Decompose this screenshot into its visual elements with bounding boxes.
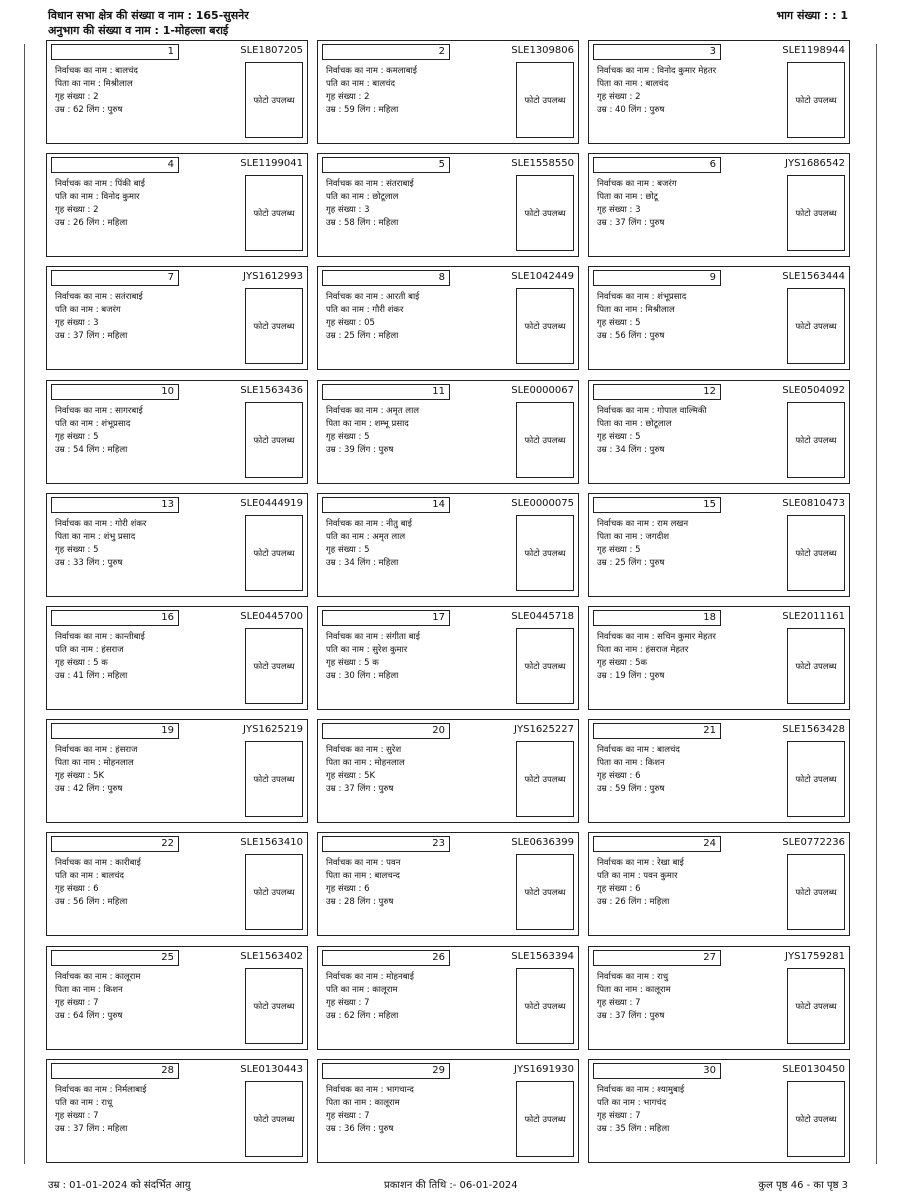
house-number: गृह संख्या : 3 <box>55 318 99 328</box>
voter-details <box>597 631 783 683</box>
voter-card <box>46 1059 308 1163</box>
voter-details <box>55 65 241 117</box>
serial-number: 2 <box>322 44 450 60</box>
voter-card <box>588 1059 850 1163</box>
age-gender: उम्र : 62 लिंग : पुरुष <box>55 105 123 115</box>
house-number: गृह संख्या : 5 <box>55 545 99 555</box>
voter-card <box>317 946 579 1050</box>
elector-name: निर्वाचक का नाम : अमृत लाल <box>326 406 420 416</box>
serial-number: 16 <box>51 610 179 626</box>
footer-age-reference: उम्र : 01-01-2024 को संदर्भित आयु <box>48 1180 191 1191</box>
age-gender: उम्र : 62 लिंग : महिला <box>326 1011 399 1021</box>
serial-number: 24 <box>593 836 721 852</box>
photo-box: फोटो उपलब्ध <box>787 741 845 817</box>
age-gender: उम्र : 54 लिंग : महिला <box>55 445 128 455</box>
elector-name: निर्वाचक का नाम : पिंकी बाई <box>55 179 145 189</box>
footer-publication-date: प्रकाशन की तिथि :- 06-01-2024 <box>384 1180 518 1191</box>
voter-details <box>55 971 241 1023</box>
epic-number: SLE1563444 <box>782 271 845 282</box>
age-gender: उम्र : 56 लिंग : पुरुष <box>597 331 665 341</box>
voter-card <box>588 380 850 484</box>
photo-box: फोटो उपलब्ध <box>245 968 303 1044</box>
voter-card <box>588 266 850 370</box>
voter-card <box>317 40 579 144</box>
epic-number: SLE1309806 <box>511 45 574 56</box>
elector-name: निर्वाचक का नाम : बजरंग <box>597 179 677 189</box>
voter-details <box>55 178 241 230</box>
epic-number: SLE1807205 <box>240 45 303 56</box>
epic-number: SLE0504092 <box>782 385 845 396</box>
relative-name: पति का नाम : कालूराम <box>326 985 398 995</box>
photo-box: फोटो उपलब्ध <box>516 62 574 138</box>
voter-details <box>597 178 783 230</box>
age-gender: उम्र : 37 लिंग : पुरुष <box>326 784 394 794</box>
elector-name: निर्वाचक का नाम : शंभूप्रसाद <box>597 292 687 302</box>
voter-details <box>326 971 512 1023</box>
epic-number: SLE1563436 <box>240 385 303 396</box>
elector-name: निर्वाचक का नाम : कालूराम <box>55 972 141 982</box>
voter-card <box>46 153 308 257</box>
age-gender: उम्र : 26 लिंग : महिला <box>597 897 670 907</box>
elector-name: निर्वाचक का नाम : बालचंद <box>55 66 138 76</box>
elector-name: निर्वाचक का नाम : आरती बाई <box>326 292 420 302</box>
voter-card <box>46 719 308 823</box>
age-gender: उम्र : 37 लिंग : पुरुष <box>597 218 665 228</box>
voter-details <box>326 1084 512 1136</box>
elector-name: निर्वाचक का नाम : नीतु बाई <box>326 519 412 529</box>
age-gender: उम्र : 19 लिंग : पुरुष <box>597 671 665 681</box>
footer-page-number: कुल पृष्ठ 46 - का पृष्ठ 3 <box>758 1180 848 1191</box>
photo-box: फोटो उपलब्ध <box>516 175 574 251</box>
elector-name: निर्वाचक का नाम : कारीबाई <box>55 858 141 868</box>
voter-card <box>46 493 308 597</box>
voter-card <box>46 380 308 484</box>
voter-card <box>317 380 579 484</box>
epic-number: SLE1563428 <box>782 724 845 735</box>
epic-number: SLE1563410 <box>240 837 303 848</box>
voter-details <box>55 291 241 343</box>
house-number: गृह संख्या : 7 <box>597 998 641 1008</box>
house-number: गृह संख्या : 7 <box>55 998 99 1008</box>
photo-box: फोटो उपलब्ध <box>787 515 845 591</box>
photo-box: फोटो उपलब्ध <box>787 854 845 930</box>
voter-details <box>326 631 512 683</box>
epic-number: SLE0772236 <box>782 837 845 848</box>
age-gender: उम्र : 35 लिंग : महिला <box>597 1124 670 1134</box>
relative-name: पिता का नाम : बालचंद <box>597 79 669 89</box>
epic-number: JYS1625227 <box>514 724 574 735</box>
constituency-title: विधान सभा क्षेत्र की संख्या व नाम : 165-सुसनेर <box>48 9 249 22</box>
relative-name: पिता का नाम : कालूराम <box>326 1098 400 1108</box>
relative-name: पति का नाम : बालचंद <box>326 79 396 89</box>
house-number: गृह संख्या : 5 क <box>55 658 108 668</box>
epic-number: SLE0636399 <box>511 837 574 848</box>
relative-name: पिता का नाम : हंसराज मेहतर <box>597 645 689 655</box>
house-number: गृह संख्या : 5 <box>597 432 641 442</box>
epic-number: JYS1612993 <box>243 271 303 282</box>
serial-number: 1 <box>51 44 179 60</box>
voter-details <box>326 518 512 570</box>
elector-name: निर्वाचक का नाम : गोपाल वाल्मिकी <box>597 406 707 416</box>
section-title: अनुभाग की संख्या व नाम : 1-मोहल्ला बराई <box>48 24 229 37</box>
elector-name: निर्वाचक का नाम : निर्मलाबाई <box>55 1085 147 1095</box>
voter-details <box>55 1084 241 1136</box>
house-number: गृह संख्या : 2 <box>55 205 99 215</box>
house-number: गृह संख्या : 6 <box>597 771 641 781</box>
voter-card <box>46 946 308 1050</box>
photo-box: फोटो उपलब्ध <box>245 515 303 591</box>
age-gender: उम्र : 37 लिंग : महिला <box>55 331 128 341</box>
house-number: गृह संख्या : 5 <box>55 432 99 442</box>
age-gender: उम्र : 40 लिंग : पुरुष <box>597 105 665 115</box>
photo-box: फोटो उपलब्ध <box>787 288 845 364</box>
part-number: भाग संख्या : : 1 <box>776 9 848 22</box>
photo-box: फोटो उपलब्ध <box>245 288 303 364</box>
epic-number: SLE0000067 <box>511 385 574 396</box>
voter-card <box>588 40 850 144</box>
photo-box: फोटो उपलब्ध <box>245 402 303 478</box>
elector-name: निर्वाचक का नाम : पवन <box>326 858 401 868</box>
voter-details <box>326 405 512 457</box>
age-gender: उम्र : 34 लिंग : महिला <box>326 558 399 568</box>
serial-number: 13 <box>51 497 179 513</box>
serial-number: 9 <box>593 270 721 286</box>
voter-card <box>46 266 308 370</box>
elector-name: निर्वाचक का नाम : सतंराबाई <box>55 292 143 302</box>
voter-details <box>597 744 783 796</box>
house-number: गृह संख्या : 2 <box>597 92 641 102</box>
photo-box: फोटो उपलब्ध <box>787 175 845 251</box>
epic-number: JYS1686542 <box>785 158 845 169</box>
house-number: गृह संख्या : 6 <box>55 884 99 894</box>
epic-number: SLE0130443 <box>240 1064 303 1075</box>
age-gender: उम्र : 39 लिंग : पुरुष <box>326 445 394 455</box>
elector-name: निर्वाचक का नाम : संतराबाई <box>326 179 414 189</box>
epic-number: SLE0445700 <box>240 611 303 622</box>
voter-details <box>326 291 512 343</box>
age-gender: उम्र : 28 लिंग : पुरुष <box>326 897 394 907</box>
house-number: गृह संख्या : 2 <box>55 92 99 102</box>
serial-number: 21 <box>593 723 721 739</box>
elector-name: निर्वाचक का नाम : कान्तीबाई <box>55 632 145 642</box>
photo-box: फोटो उपलब्ध <box>516 854 574 930</box>
relative-name: पति का नाम : अमृत लाल <box>326 532 406 542</box>
age-gender: उम्र : 58 लिंग : महिला <box>326 218 399 228</box>
relative-name: पति का नाम : शंभूप्रसाद <box>55 419 131 429</box>
serial-number: 28 <box>51 1063 179 1079</box>
serial-number: 22 <box>51 836 179 852</box>
photo-box: फोटो उपलब्ध <box>787 402 845 478</box>
voter-details <box>326 65 512 117</box>
photo-box: फोटो उपलब्ध <box>245 1081 303 1157</box>
photo-box: फोटो उपलब्ध <box>516 288 574 364</box>
house-number: गृह संख्या : 05 <box>326 318 375 328</box>
voter-details <box>55 857 241 909</box>
house-number: गृह संख्या : 7 <box>326 1111 370 1121</box>
epic-number: SLE1563394 <box>511 951 574 962</box>
elector-name: निर्वाचक का नाम : बालचंद <box>597 745 680 755</box>
relative-name: पिता का नाम : मिश्रीलाल <box>597 305 675 315</box>
elector-name: निर्वाचक का नाम : सचिन कुमार मेहतर <box>597 632 716 642</box>
relative-name: पति का नाम : बजरंग <box>55 305 121 315</box>
serial-number: 7 <box>51 270 179 286</box>
photo-box: फोटो उपलब्ध <box>516 628 574 704</box>
voter-details <box>326 744 512 796</box>
house-number: गृह संख्या : 5K <box>55 771 105 781</box>
elector-name: निर्वाचक का नाम : हंसराज <box>55 745 138 755</box>
age-gender: उम्र : 30 लिंग : महिला <box>326 671 399 681</box>
photo-box: फोटो उपलब्ध <box>787 1081 845 1157</box>
elector-name: निर्वाचक का नाम : सुरेश <box>326 745 402 755</box>
epic-number: SLE1198944 <box>782 45 845 56</box>
serial-number: 18 <box>593 610 721 626</box>
relative-name: पति का नाम : भागचंद <box>597 1098 667 1108</box>
serial-number: 4 <box>51 157 179 173</box>
elector-name: निर्वाचक का नाम : विनोद कुमार मेहतर <box>597 66 717 76</box>
age-gender: उम्र : 56 लिंग : महिला <box>55 897 128 907</box>
voter-details <box>597 405 783 457</box>
voter-card <box>317 493 579 597</box>
voter-card <box>317 266 579 370</box>
relative-name: पिता का नाम : बालचन्द <box>326 871 400 881</box>
relative-name: पिता का नाम : मोहनलाल <box>326 758 405 768</box>
house-number: गृह संख्या : 5 <box>597 545 641 555</box>
relative-name: पिता का नाम : किशन <box>597 758 665 768</box>
house-number: गृह संख्या : 6 <box>597 884 641 894</box>
relative-name: पति का नाम : राधू <box>55 1098 113 1108</box>
serial-number: 30 <box>593 1063 721 1079</box>
house-number: गृह संख्या : 5K <box>326 771 376 781</box>
elector-name: निर्वाचक का नाम : भागचान्द <box>326 1085 414 1095</box>
voter-details <box>597 291 783 343</box>
house-number: गृह संख्या : 5 क <box>326 658 379 668</box>
age-gender: उम्र : 25 लिंग : पुरुष <box>597 558 665 568</box>
serial-number: 17 <box>322 610 450 626</box>
photo-box: फोटो उपलब्ध <box>516 968 574 1044</box>
age-gender: उम्र : 26 लिंग : महिला <box>55 218 128 228</box>
serial-number: 11 <box>322 384 450 400</box>
voter-card <box>317 719 579 823</box>
page-header <box>48 8 249 38</box>
voter-details <box>326 857 512 909</box>
age-gender: उम्र : 37 लिंग : महिला <box>55 1124 128 1134</box>
right-margin-rule <box>876 44 877 1164</box>
serial-number: 20 <box>322 723 450 739</box>
voter-card <box>46 832 308 936</box>
relative-name: पति का नाम : पवन कुमार <box>597 871 678 881</box>
house-number: गृह संख्या : 7 <box>55 1111 99 1121</box>
serial-number: 12 <box>593 384 721 400</box>
photo-box: फोटो उपलब्ध <box>787 968 845 1044</box>
epic-number: SLE1199041 <box>240 158 303 169</box>
photo-box: फोटो उपलब्ध <box>516 515 574 591</box>
elector-name: निर्वाचक का नाम : संगीता बाई <box>326 632 420 642</box>
epic-number: SLE0000075 <box>511 498 574 509</box>
epic-number: SLE0130450 <box>782 1064 845 1075</box>
relative-name: पति का नाम : हंसराज <box>55 645 124 655</box>
elector-name: निर्वाचक का नाम : मोहनबाई <box>326 972 414 982</box>
age-gender: उम्र : 41 लिंग : महिला <box>55 671 128 681</box>
photo-box: फोटो उपलब्ध <box>245 175 303 251</box>
serial-number: 14 <box>322 497 450 513</box>
photo-box: फोटो उपलब्ध <box>787 62 845 138</box>
serial-number: 10 <box>51 384 179 400</box>
serial-number: 29 <box>322 1063 450 1079</box>
relative-name: पति का नाम : गौरी शंकर <box>326 305 404 315</box>
age-gender: उम्र : 59 लिंग : महिला <box>326 105 399 115</box>
serial-number: 5 <box>322 157 450 173</box>
voter-card <box>317 1059 579 1163</box>
relative-name: पिता का नाम : जगदीश <box>597 532 670 542</box>
voter-card <box>46 606 308 710</box>
voter-card <box>588 493 850 597</box>
voter-card <box>317 606 579 710</box>
serial-number: 19 <box>51 723 179 739</box>
age-gender: उम्र : 37 लिंग : पुरुष <box>597 1011 665 1021</box>
relative-name: पिता का नाम : मिश्रीलाल <box>55 79 133 89</box>
house-number: गृह संख्या : 7 <box>597 1111 641 1121</box>
house-number: गृह संख्या : 6 <box>326 884 370 894</box>
house-number: गृह संख्या : 5 <box>597 318 641 328</box>
elector-name: निर्वाचक का नाम : राधु <box>597 972 669 982</box>
voter-card <box>317 832 579 936</box>
age-gender: उम्र : 64 लिंग : पुरुष <box>55 1011 123 1021</box>
voter-card <box>317 153 579 257</box>
house-number: गृह संख्या : 5क <box>597 658 648 668</box>
age-gender: उम्र : 59 लिंग : पुरुष <box>597 784 665 794</box>
serial-number: 26 <box>322 950 450 966</box>
age-gender: उम्र : 25 लिंग : महिला <box>326 331 399 341</box>
house-number: गृह संख्या : 3 <box>597 205 641 215</box>
voter-details <box>597 971 783 1023</box>
photo-box: फोटो उपलब्ध <box>245 628 303 704</box>
serial-number: 6 <box>593 157 721 173</box>
elector-name: निर्वाचक का नाम : राम लखन <box>597 519 689 529</box>
relative-name: पिता का नाम : शम्भू प्रसाद <box>326 419 409 429</box>
epic-number: JYS1759281 <box>785 951 845 962</box>
voter-details <box>326 178 512 230</box>
voter-details <box>55 631 241 683</box>
serial-number: 25 <box>51 950 179 966</box>
relative-name: पिता का नाम : किशन <box>55 985 123 995</box>
relative-name: पिता का नाम : मोहनलाल <box>55 758 134 768</box>
relative-name: पिता का नाम : छोटू <box>597 192 658 202</box>
voter-details <box>597 65 783 117</box>
serial-number: 3 <box>593 44 721 60</box>
epic-number: SLE1558550 <box>511 158 574 169</box>
age-gender: उम्र : 42 लिंग : पुरुष <box>55 784 123 794</box>
photo-box: फोटो उपलब्ध <box>516 741 574 817</box>
house-number: गृह संख्या : 7 <box>326 998 370 1008</box>
voter-card <box>588 153 850 257</box>
age-gender: उम्र : 34 लिंग : पुरुष <box>597 445 665 455</box>
voter-card <box>588 832 850 936</box>
elector-name: निर्वाचक का नाम : कमलाबाई <box>326 66 417 76</box>
voter-details <box>55 744 241 796</box>
elector-name: निर्वाचक का नाम : सागरबाई <box>55 406 143 416</box>
relative-name: पिता का नाम : शंभु प्रसाद <box>55 532 136 542</box>
photo-box: फोटो उपलब्ध <box>516 402 574 478</box>
relative-name: पिता का नाम : छोटूलाल <box>597 419 672 429</box>
house-number: गृह संख्या : 2 <box>326 92 370 102</box>
serial-number: 15 <box>593 497 721 513</box>
photo-box: फोटो उपलब्ध <box>516 1081 574 1157</box>
left-margin-rule <box>24 44 25 1164</box>
voter-card <box>588 946 850 1050</box>
age-gender: उम्र : 36 लिंग : पुरुष <box>326 1124 394 1134</box>
relative-name: पति का नाम : बालचंद <box>55 871 125 881</box>
house-number: गृह संख्या : 5 <box>326 545 370 555</box>
photo-box: फोटो उपलब्ध <box>787 628 845 704</box>
serial-number: 8 <box>322 270 450 286</box>
epic-number: SLE0444919 <box>240 498 303 509</box>
voter-card <box>46 40 308 144</box>
epic-number: SLE2011161 <box>782 611 845 622</box>
serial-number: 27 <box>593 950 721 966</box>
house-number: गृह संख्या : 3 <box>326 205 370 215</box>
voter-details <box>597 1084 783 1136</box>
elector-name: निर्वाचक का नाम : रेखा बाई <box>597 858 684 868</box>
voter-card <box>588 719 850 823</box>
epic-number: SLE0445718 <box>511 611 574 622</box>
age-gender: उम्र : 33 लिंग : पुरुष <box>55 558 123 568</box>
relative-name: पति का नाम : छोटूलाल <box>326 192 399 202</box>
voter-card <box>588 606 850 710</box>
house-number: गृह संख्या : 5 <box>326 432 370 442</box>
voter-details <box>597 518 783 570</box>
voter-details <box>55 518 241 570</box>
relative-name: पति का नाम : विनोद कुमार <box>55 192 140 202</box>
epic-number: SLE1042449 <box>511 271 574 282</box>
epic-number: SLE1563402 <box>240 951 303 962</box>
relative-name: पति का नाम : सुरेश कुमार <box>326 645 408 655</box>
relative-name: पिता का नाम : कालूराम <box>597 985 671 995</box>
voter-details <box>597 857 783 909</box>
epic-number: JYS1625219 <box>243 724 303 735</box>
elector-name: निर्वाचक का नाम : श्यामुबाई <box>597 1085 685 1095</box>
epic-number: JYS1691930 <box>514 1064 574 1075</box>
photo-box: फोटो उपलब्ध <box>245 62 303 138</box>
photo-box: फोटो उपलब्ध <box>245 854 303 930</box>
serial-number: 23 <box>322 836 450 852</box>
voter-details <box>55 405 241 457</box>
epic-number: SLE0810473 <box>782 498 845 509</box>
elector-name: निर्वाचक का नाम : गोरी शंकर <box>55 519 147 529</box>
photo-box: फोटो उपलब्ध <box>245 741 303 817</box>
